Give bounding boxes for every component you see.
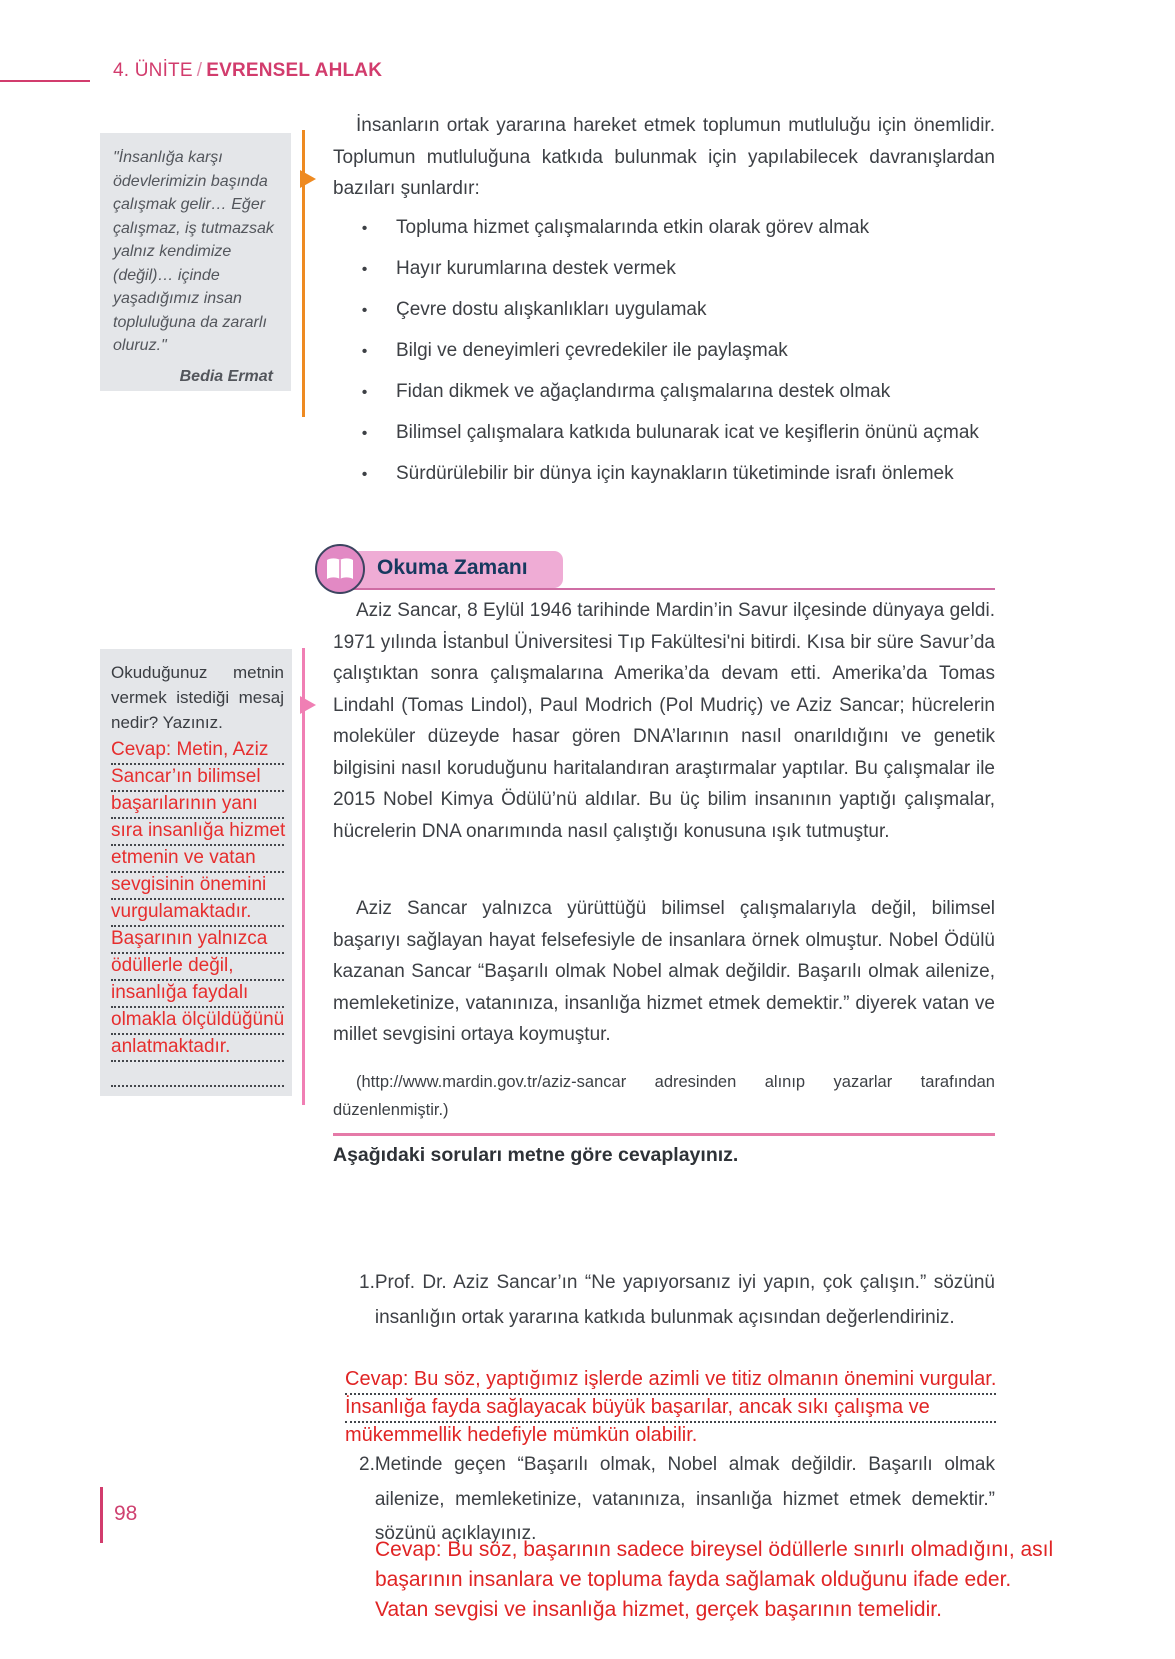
bullet-dot-icon <box>333 335 396 368</box>
bullet-dot-icon <box>333 253 396 286</box>
bullet-item <box>333 376 995 409</box>
reading-paragraph-2: Aziz Sancar yalnızca yürüttüğü bilimsel çalışmalarıyla değil, bilimsel başarıyı sağlayan hayat felsefesiyle de insanlara örnek olmuştur. Nobel Ödülü kazanan Sancar “Başarılı olmak Nobel almak değildir. Başarılı olmak ailenize, memleketinize, vatanınıza, insanlığa hizmet etmek demektir.” diyerek vatan ve millet sevgisini ortaya koymuştur. <box>333 898 995 1045</box>
handwritten-answer-line[interactable]: sevgisinin önemini <box>111 874 284 900</box>
handwritten-answer-line[interactable]: Sancar’ın bilimsel <box>111 766 284 792</box>
bullet-item <box>333 212 995 245</box>
bullet-item <box>333 417 995 450</box>
bullet-text: Çevre dostu alışkanlıkları uygulamak <box>396 299 707 320</box>
page-number-rule <box>100 1487 103 1543</box>
unit-header <box>113 60 382 82</box>
bullet-text: Topluma hizmet çalışmalarında etkin olarak görev almak <box>396 217 870 238</box>
reading-badge-label: Okuma Zamanı <box>377 556 528 579</box>
handwritten-answer-line[interactable]: Başarının yalnızca <box>111 928 284 954</box>
handwritten-answer-line[interactable]: sıra insanlığa hizmet <box>111 820 284 846</box>
page-number: 98 <box>114 1502 138 1525</box>
bullet-dot-icon <box>333 294 396 327</box>
handwritten-answer-line[interactable]: Cevap: Metin, Aziz <box>111 739 284 765</box>
bullet-dot-icon <box>333 458 396 491</box>
bullet-item <box>333 458 995 491</box>
bullet-text: Bilimsel çalışmalara katkıda bulunarak icat ve keşiflerin önünü açmak <box>396 422 979 443</box>
behavior-bullet-list <box>333 212 995 499</box>
question-2-answer[interactable] <box>375 1535 1053 1625</box>
source-citation: (http://www.mardin.gov.tr/aziz-sancar adresinden alınıp yazarlar tarafından düzenlenmiştir.) <box>333 1073 995 1119</box>
bullet-text: Sürdürülebilir bir dünya için kaynakların tüketiminde israfı önlemek <box>396 463 954 484</box>
handwritten-answer-line[interactable]: mükemmellik hedefiyle mümkün olabilir. <box>345 1424 698 1446</box>
empty-answer-line[interactable] <box>111 1063 284 1087</box>
unit-title: EVRENSEL AHLAK <box>206 60 383 81</box>
quote-box <box>100 133 291 391</box>
handwritten-answer-line[interactable]: insanlığa faydalı <box>111 982 284 1008</box>
bullet-item <box>333 335 995 368</box>
bullet-item <box>333 253 995 286</box>
question-1-number: 1. <box>359 1272 375 1293</box>
bullet-text: Fidan dikmek ve ağaçlandırma çalışmalarına destek olmak <box>396 381 891 402</box>
handwritten-answer-line[interactable]: vurgulamaktadır. <box>111 901 284 927</box>
quote-author: Bedia Ermat <box>179 367 273 385</box>
open-book-icon <box>325 557 355 582</box>
margin-question-prompt: Okuduğunuz metnin vermek istediği mesaj nedir? Yazınız. <box>111 663 284 732</box>
question-1-answer[interactable] <box>345 1369 996 1451</box>
questions-divider-rule <box>333 1133 995 1136</box>
handwritten-answer-line[interactable]: anlatmaktadır. <box>111 1036 284 1062</box>
reading-paragraph-1: Aziz Sancar, 8 Eylül 1946 tarihinde Mardin’in Savur ilçesinde dünyaya geldi. 1971 yılında İstanbul Üniversitesi Tıp Fakültesi'ni bitirdi. Kısa bir süre Savur’da çalıştıktan sonra çalışmalarına Amerika’da devam etti. Amerika’da Tomas Lindahl (Tomas Lindol), Paul Modrich (Pol Mudriç) ve Aziz Sancar; hücrelerin moleküler düzeyde hasar gören DNA’larının nasıl onarıldığını ve genetik bilgisini nasıl koruduğunu haritalandıran araştırmalar yaptılar. Bu çalışmalar ile 2015 Nobel Kimya Ödülü’nü aldılar. Bu üç bilim insanının yaptığı çalışmalar, hücrelerin DNA onarımında nasıl çalıştığı konusuna ışık tutmuştur. <box>333 600 995 842</box>
questions-instruction: Aşağıdaki soruları metne göre cevaplayınız. <box>333 1144 739 1166</box>
handwritten-answer-line[interactable]: Cevap: Bu söz, yaptığımız işlerde azimli ve titiz olmanın önemini vurgular. <box>345 1369 996 1395</box>
bullet-dot-icon <box>333 417 396 450</box>
reading-section-rule <box>340 588 995 590</box>
handwritten-answer-line[interactable]: olmakla ölçüldüğünü <box>111 1009 284 1035</box>
quote-text: "İnsanlığa karşı ödevlerimizin başında çalışmak gelir… Eğer çalışmaz, iş tutmazsak yalnız kendimize (değil)… içinde yaşadığımız insan topluluğuna da zararlı oluruz." <box>113 149 274 354</box>
unit-label: 4. ÜNİTE <box>113 60 193 81</box>
bullet-text: Bilgi ve deneyimleri çevredekiler ile paylaşmak <box>396 340 788 361</box>
intro-paragraph: İnsanların ortak yararına hareket etmek toplumun mutluluğu için önemlidir. Toplumun mutluluğuna katkıda bulunmak için yapılabilecek davranışlardan bazıları şunlardır: <box>333 115 995 199</box>
handwritten-answer-line[interactable]: ödüllerle değil, <box>111 955 284 981</box>
bullet-item <box>333 294 995 327</box>
question-arrow-icon <box>300 696 316 714</box>
header-rule <box>0 80 90 82</box>
bullet-dot-icon <box>333 212 396 245</box>
bullet-text: Hayır kurumlarına destek vermek <box>396 258 676 279</box>
question-accent-line <box>302 648 305 1105</box>
question-2-text: Metinde geçen “Başarılı olmak, Nobel almak değildir. Başarılı olmak ailenize, memleketinize, vatanınıza, insanlığa hizmet etmek demektir.” sözünü açıklayınız. <box>374 1454 995 1544</box>
handwritten-answer-line[interactable]: Vatan sevgisi ve insanlığa hizmet, gerçek başarının temelidir. <box>375 1598 942 1621</box>
handwritten-answer-line[interactable]: başarılarının yanı <box>111 793 284 819</box>
reading-badge-circle <box>315 544 365 594</box>
question-1-text: Prof. Dr. Aziz Sancar’ın “Ne yapıyorsanız iyi yapın, çok çalışın.” sözünü insanlığın ortak yararına katkıda bulunmak açısından değerlendiriniz. <box>374 1272 995 1328</box>
unit-separator: / <box>196 60 203 81</box>
handwritten-answer-line[interactable]: Cevap: Bu söz, başarının sadece bireysel ödüllerle sınırlı olmadığını, asıl <box>375 1538 1054 1561</box>
quote-arrow-icon <box>300 170 316 188</box>
margin-question-box <box>100 649 292 1096</box>
question-2-number: 2. <box>359 1454 375 1475</box>
handwritten-answer-line[interactable]: başarının insanlara ve topluma fayda sağlamak olduğunu ifade eder. <box>375 1568 1012 1591</box>
handwritten-answer-line[interactable]: etmenin ve vatan <box>111 847 284 873</box>
question-1 <box>333 1266 995 1335</box>
bullet-dot-icon <box>333 376 396 409</box>
handwritten-answer-line[interactable]: İnsanlığa fayda sağlayacak büyük başarılar, ancak sıkı çalışma ve <box>345 1397 996 1423</box>
